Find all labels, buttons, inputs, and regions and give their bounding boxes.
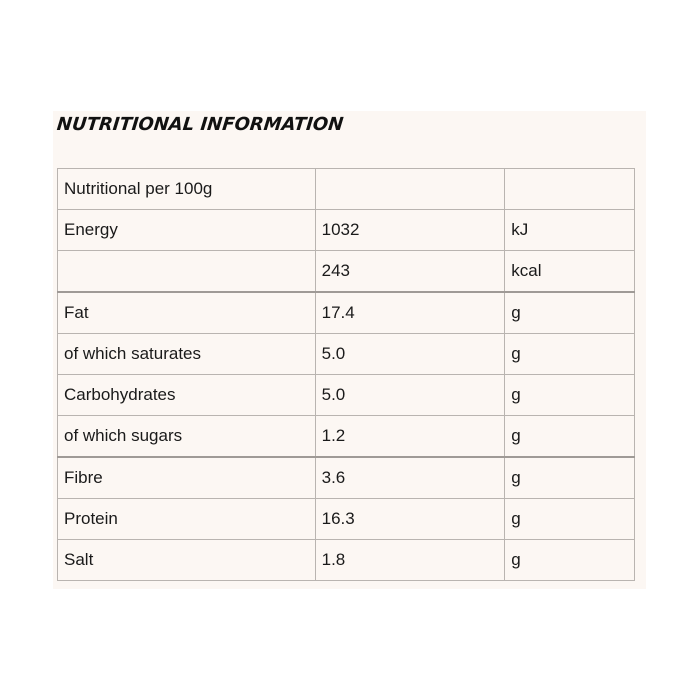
row-label (58, 251, 316, 293)
row-unit (505, 169, 635, 210)
row-value: 3.6 (315, 457, 505, 499)
row-label: Fibre (58, 457, 316, 499)
table-row (58, 169, 635, 210)
nutrition-table (57, 168, 635, 581)
row-label: of which sugars (58, 416, 316, 458)
row-unit: kcal (505, 251, 635, 293)
row-label: Fat (58, 292, 316, 334)
row-unit: g (505, 375, 635, 416)
table-row (58, 499, 635, 540)
row-value: 17.4 (315, 292, 505, 334)
row-label: of which saturates (58, 334, 316, 375)
row-value: 5.0 (315, 375, 505, 416)
row-unit: g (505, 499, 635, 540)
table-row (58, 375, 635, 416)
row-unit: g (505, 334, 635, 375)
table-row (58, 540, 635, 581)
row-unit: kJ (505, 210, 635, 251)
row-label: Energy (58, 210, 316, 251)
table-row (58, 334, 635, 375)
table-row (58, 251, 635, 293)
page-title: NUTRITIONAL INFORMATION (55, 114, 345, 135)
row-value: 1032 (315, 210, 505, 251)
row-label: Nutritional per 100g (58, 169, 316, 210)
row-unit: g (505, 416, 635, 458)
row-unit: g (505, 457, 635, 499)
table-row (58, 292, 635, 334)
row-unit: g (505, 292, 635, 334)
row-label: Salt (58, 540, 316, 581)
table-row (58, 210, 635, 251)
row-value: 16.3 (315, 499, 505, 540)
row-value: 5.0 (315, 334, 505, 375)
row-value: 1.8 (315, 540, 505, 581)
row-unit: g (505, 540, 635, 581)
row-value (315, 169, 505, 210)
row-label: Protein (58, 499, 316, 540)
row-label: Carbohydrates (58, 375, 316, 416)
table-row (58, 416, 635, 458)
row-value: 243 (315, 251, 505, 293)
row-value: 1.2 (315, 416, 505, 458)
table-row (58, 457, 635, 499)
